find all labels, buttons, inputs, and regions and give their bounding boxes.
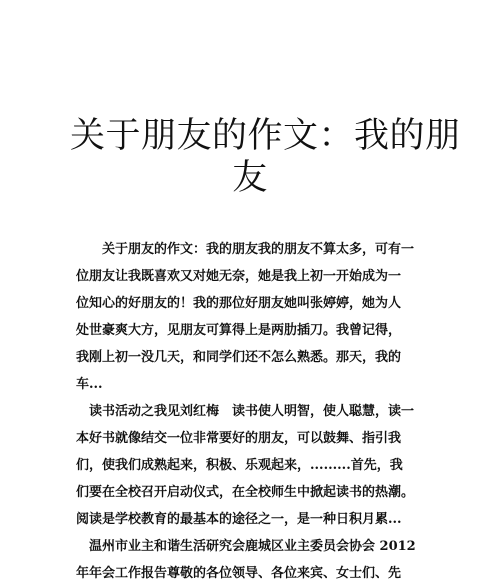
body-line: 位朋友让我既喜欢又对她无奈，她是我上初一开始成为一 (76, 269, 402, 284)
body-line: 位知心的好朋友的！我的那位好朋友她叫张婷婷，她为人 (76, 296, 402, 311)
body-line: 年年会工作报告尊敬的各位领导、各位来宾、女士们、先 (76, 566, 402, 581)
body-line: 本好书就像结交一位非常要好的朋友，可以鼓舞、指引我 (76, 431, 402, 446)
body-line: 阅读是学校教育的最基本的途径之一，是一种日积月累... (76, 512, 402, 527)
body-line: 处世豪爽大方，见朋友可算得上是两肋插刀。我曾记得， (76, 323, 402, 338)
title-line: 关于朋友的作文：我的朋 (70, 116, 461, 157)
body-line: 我刚上初一没几天，和同学们还不怎么熟悉。那天，我的 (76, 350, 402, 365)
body-line: 关于朋友的作文：我的朋友我的朋友不算太多，可有一 (76, 242, 415, 257)
body-line: 读书活动之我见刘红梅 读书使人明智，使人聪慧，读一 (76, 404, 415, 419)
body-line: 们要在全校召开启动仪式，在全校师生中掀起读书的热潮。 (76, 485, 415, 500)
body-line: 温州市业主和谐生活研究会鹿城区业主委员会协会 2012 (76, 539, 416, 554)
title-line: 友 (232, 158, 268, 199)
body-line: 车... (76, 377, 103, 392)
document-title (70, 115, 461, 199)
body-line: 们，使我们成熟起来，积极、乐观起来，.........首先，我 (76, 458, 403, 473)
document-body (76, 236, 436, 587)
